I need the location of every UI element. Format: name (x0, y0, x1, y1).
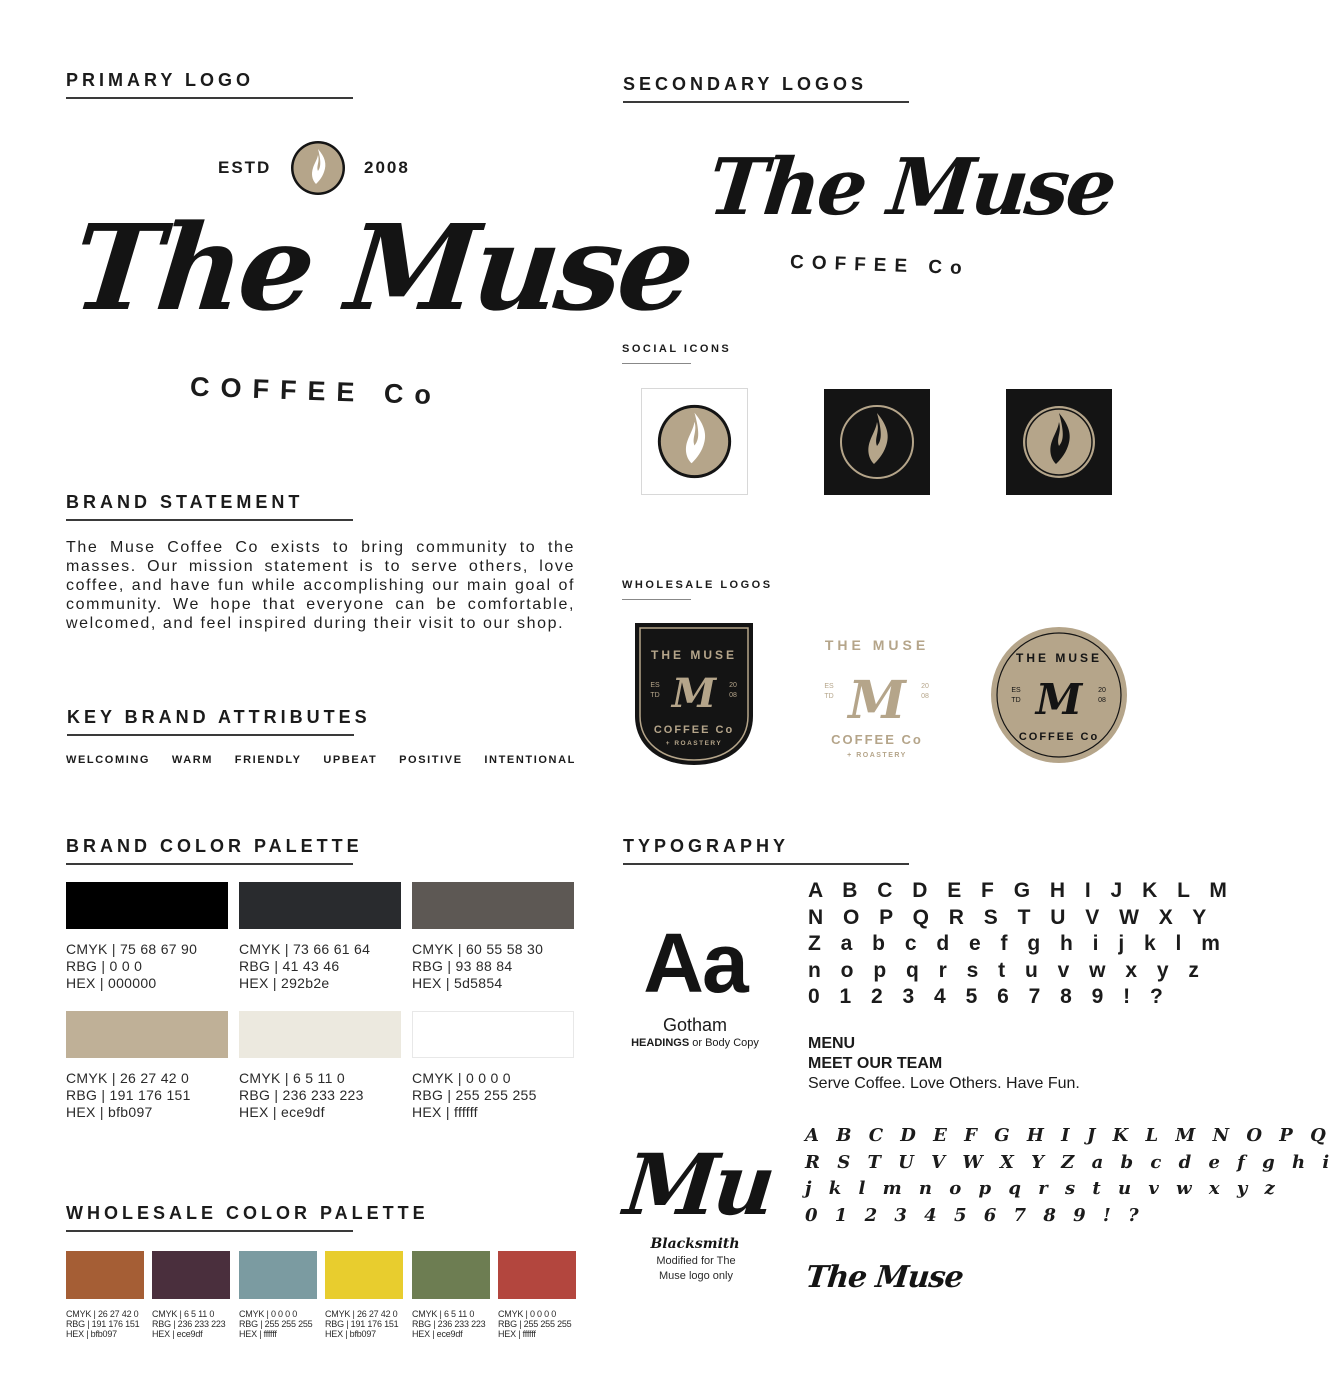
cmyk-value: CMYK | 6 5 11 0 (152, 1309, 215, 1319)
wholesale-name: THE MUSE (824, 637, 930, 653)
attribute-item: POSITIVE (399, 754, 463, 766)
wholesale-color-swatch (152, 1251, 230, 1339)
color-box (412, 882, 574, 929)
color-box (66, 1011, 228, 1058)
font-usage-bold: HEADINGS (631, 1037, 690, 1049)
wholesale-color-swatch (412, 1251, 490, 1339)
estd-label: ESTD (218, 158, 272, 177)
flame-emblem-icon (289, 140, 347, 196)
brand-color-swatch (412, 882, 574, 992)
brand-color-palette-heading: BRAND COLOR PALETTE (66, 836, 363, 856)
wholesale-td: TD (650, 692, 660, 699)
example-menu: MENU (808, 1035, 856, 1052)
color-box (66, 882, 228, 929)
cmyk-value: CMYK | 0 0 0 0 (412, 1070, 511, 1086)
color-box (498, 1251, 576, 1299)
wholesale-shield-logo (633, 621, 755, 767)
font-sample-aa: Aa (643, 916, 747, 1010)
social-icon-dark-filled (1006, 389, 1112, 495)
wholesale-color-swatch (66, 1251, 144, 1339)
rgb-value: RBG | 191 176 151 (66, 1319, 140, 1329)
rgb-value: RBG | 255 255 255 (239, 1319, 313, 1329)
typography-heading: TYPOGRAPHY (623, 836, 790, 856)
color-box (66, 1251, 144, 1299)
heading-rule (622, 363, 691, 364)
example-body-copy: Serve Coffee. Love Others. Have Fun. (808, 1075, 1080, 1092)
attribute-item: FRIENDLY (234, 754, 302, 766)
heading-rule (623, 101, 909, 103)
rgb-value: RBG | 0 0 0 (66, 958, 143, 974)
wholesale-light-logo (816, 626, 938, 764)
rgb-value: RBG | 93 88 84 (412, 958, 513, 974)
rgb-value: RBG | 191 176 151 (325, 1319, 399, 1329)
wholesale-roastery: + ROASTERY (665, 740, 723, 747)
flame-emblem-icon (642, 389, 747, 494)
primary-logo-wordmark: The Muse (66, 198, 697, 337)
wholesale-color-swatch (498, 1251, 576, 1339)
color-box (325, 1251, 403, 1299)
flame-emblem-icon (1006, 389, 1112, 495)
heading-rule (66, 97, 353, 99)
wholesale-coffee: COFFEE Co (1018, 731, 1100, 743)
secondary-logo-wordmark: The Muse (704, 142, 1118, 233)
rgb-value: RBG | 236 233 223 (152, 1319, 226, 1329)
hex-value: HEX | 5d5854 (412, 975, 503, 991)
heading-rule (66, 519, 353, 521)
hex-value: HEX | 292b2e (239, 975, 330, 991)
hex-value: HEX | 000000 (66, 975, 157, 991)
hex-value: HEX | bfb097 (325, 1329, 376, 1339)
social-icon-dark-tan (824, 389, 930, 495)
rgb-value: RBG | 236 233 223 (239, 1087, 364, 1103)
wholesale-y2: 08 (1098, 697, 1106, 704)
heading-rule (623, 863, 909, 865)
brand-color-swatch (239, 882, 401, 992)
wholesale-letter: M (1035, 675, 1083, 724)
wholesale-color-swatch (325, 1251, 403, 1339)
wholesale-coffee: COFFEE Co (653, 724, 735, 736)
rgb-value: RBG | 41 43 46 (239, 958, 340, 974)
cmyk-value: CMYK | 26 27 42 0 (325, 1309, 398, 1319)
wholesale-y1: 20 (921, 683, 929, 690)
gotham-alphabet: A B C D E F G H I J K L M N O P Q R S T U V W X Y Z a b c d e f g h i j k l m n o p q r s t u v w x y z 0 1 2 3 4 5 6 7 8 9 ! ? (808, 879, 1234, 1008)
brand-statement-text: The Muse Coffee Co exists to bring community to the masses. Our mission statement is to serve others, love coffee, and have fun while accomplishing our main goal of community. We hope that everyone can be comfortable, welcomed, and feel inspired during their visit to our shop. (66, 539, 575, 632)
color-box (412, 1011, 574, 1058)
blacksmith-alphabet: A B C D E F G H I J K L M N O P Q R S T U V W X Y Z a b c d e f g h i j k l m n o p q r s t u v w x y z 0 1 2 3 4 5 6 7 8 9 ! ? (805, 1125, 1335, 1226)
secondary-logos-heading: SECONDARY LOGOS (623, 74, 868, 94)
wholesale-roastery: + ROASTERY (847, 752, 907, 759)
example-meet-our-team: MEET OUR TEAM (808, 1055, 943, 1072)
attributes-list (66, 754, 576, 766)
attribute-item: WELCOMING (66, 754, 151, 766)
cmyk-value: CMYK | 26 27 42 0 (66, 1070, 190, 1086)
wholesale-name: THE MUSE (1015, 651, 1103, 665)
color-box (152, 1251, 230, 1299)
brand-color-swatch (412, 1011, 574, 1121)
wholesale-color-swatch (239, 1251, 317, 1339)
font-name-gotham: Gotham (662, 1015, 728, 1035)
year-label: 2008 (364, 158, 410, 177)
wholesale-coffee: COFFEE Co (831, 732, 923, 747)
wholesale-es: ES (1011, 687, 1021, 694)
social-icons-heading: SOCIAL ICONS (622, 343, 732, 355)
hex-value: HEX | bfb097 (66, 1104, 153, 1120)
key-brand-attributes-heading: KEY BRAND ATTRIBUTES (67, 707, 371, 727)
brand-color-swatch (66, 1011, 228, 1121)
hex-value: HEX | ece9df (152, 1329, 203, 1339)
hex-value: HEX | ece9df (412, 1329, 463, 1339)
script-font-note: Modified for The Muse logo only (656, 1255, 736, 1282)
cmyk-value: CMYK | 73 66 61 64 (239, 941, 371, 957)
secondary-logo-tagline: COFFEE Co (789, 251, 971, 280)
wholesale-y1: 20 (729, 682, 737, 689)
rgb-value: RBG | 255 255 255 (412, 1087, 537, 1103)
wholesale-logos-heading: WHOLESALE LOGOS (622, 579, 773, 591)
color-box (239, 1011, 401, 1058)
wholesale-color-palette-heading: WHOLESALE COLOR PALETTE (66, 1203, 429, 1223)
font-usage (615, 1037, 775, 1049)
heading-rule (622, 599, 691, 600)
wholesale-round-logo (990, 626, 1128, 764)
hex-value: HEX | ffffff (239, 1329, 277, 1339)
color-box (239, 1251, 317, 1299)
hex-value: HEX | bfb097 (66, 1329, 117, 1339)
wholesale-letter: M (848, 670, 906, 731)
wholesale-letter: M (671, 670, 717, 717)
cmyk-value: CMYK | 26 27 42 0 (66, 1309, 139, 1319)
font-usage-rest: or Body Copy (689, 1037, 759, 1049)
attribute-item: WARM (171, 754, 214, 766)
attribute-item: UPBEAT (323, 754, 378, 766)
brand-color-swatch (66, 882, 228, 992)
rgb-value: RBG | 236 233 223 (412, 1319, 486, 1329)
primary-logo-tagline: COFFEE Co (189, 371, 443, 411)
hex-value: HEX | ece9df (239, 1104, 325, 1120)
heading-rule (66, 863, 353, 865)
flame-emblem-icon (824, 389, 930, 495)
script-logo-sample: The Muse (804, 1260, 965, 1295)
wholesale-y2: 08 (729, 692, 737, 699)
cmyk-value: CMYK | 0 0 0 0 (498, 1309, 557, 1319)
cmyk-value: CMYK | 75 68 67 90 (66, 941, 198, 957)
color-box (239, 882, 401, 929)
heading-rule (67, 734, 354, 736)
brand-statement-heading: BRAND STATEMENT (66, 492, 304, 512)
heading-rule (66, 1230, 353, 1232)
wholesale-td: TD (1011, 697, 1021, 704)
cmyk-value: CMYK | 60 55 58 30 (412, 941, 544, 957)
wholesale-y1: 20 (1098, 687, 1106, 694)
cmyk-value: CMYK | 0 0 0 0 (239, 1309, 298, 1319)
wholesale-es: ES (824, 683, 834, 690)
script-sample-mu: Mu (619, 1135, 777, 1234)
social-icon-light (641, 388, 748, 495)
hex-value: HEX | ffffff (498, 1329, 536, 1339)
rgb-value: RBG | 255 255 255 (498, 1319, 572, 1329)
primary-logo-heading: PRIMARY LOGO (66, 70, 255, 90)
hex-value: HEX | ffffff (412, 1104, 478, 1120)
cmyk-value: CMYK | 6 5 11 0 (412, 1309, 475, 1319)
brand-color-swatch (239, 1011, 401, 1121)
cmyk-value: CMYK | 6 5 11 0 (239, 1070, 345, 1086)
color-box (412, 1251, 490, 1299)
wholesale-es: ES (650, 682, 660, 689)
wholesale-y2: 08 (921, 693, 929, 700)
wholesale-td: TD (824, 693, 834, 700)
rgb-value: RBG | 191 176 151 (66, 1087, 191, 1103)
script-font-name: Blacksmith (650, 1236, 740, 1252)
wholesale-name: THE MUSE (650, 648, 738, 662)
attribute-item: INTENTIONAL (484, 754, 576, 766)
